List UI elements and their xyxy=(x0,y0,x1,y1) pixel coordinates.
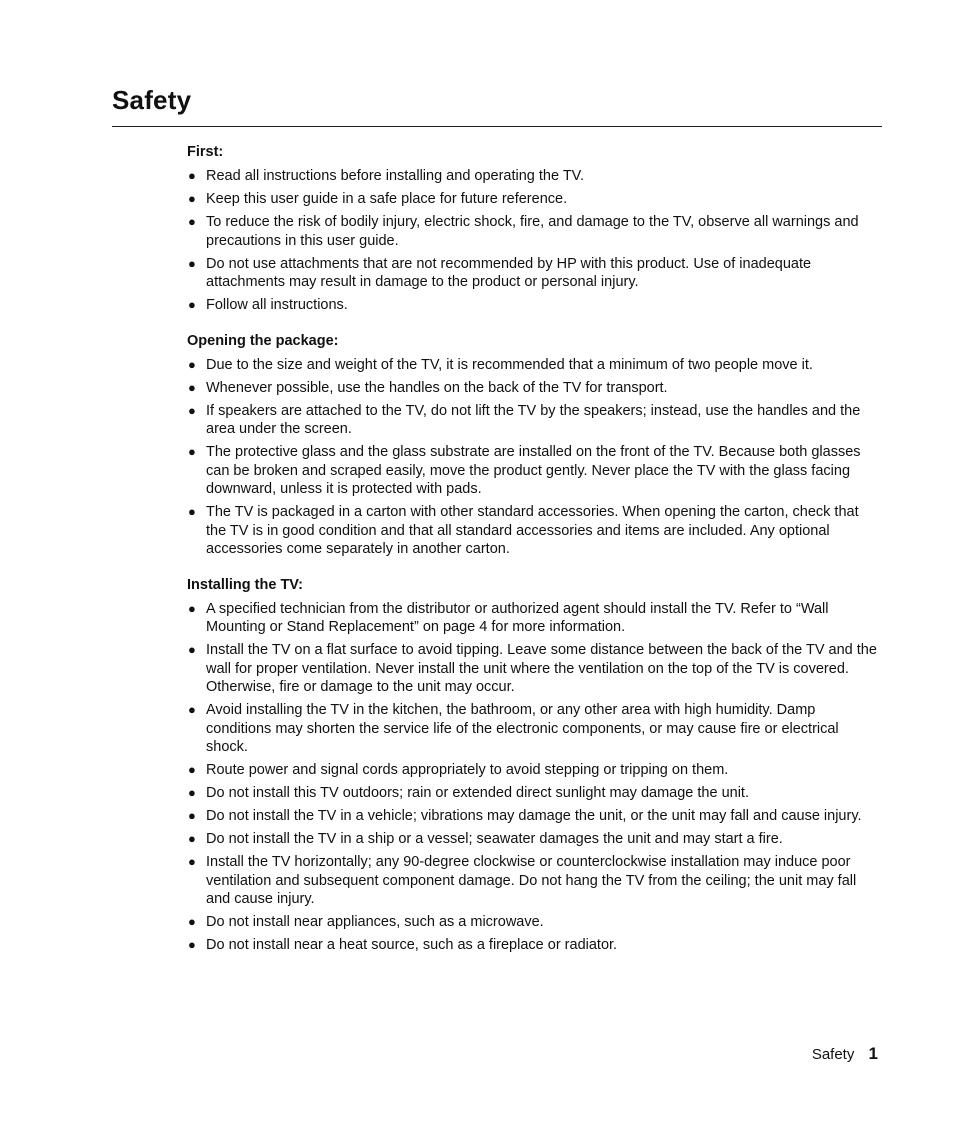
list-item-text: Avoid installing the TV in the kitchen, the bathroom, or any other area with high humidity. Damp conditions may shorten the service life of the electronic components, or may cause fire or electrical shock. xyxy=(206,702,839,755)
list-item xyxy=(187,503,877,559)
list-item-text: Do not install near a heat source, such as a fireplace or radiator. xyxy=(206,937,618,953)
list-item-text: A specified technician from the distributor or authorized agent should install the TV. Refer to “Wall Mounting or Stand Replacement” on page 4 for more information. xyxy=(206,600,829,635)
section-heading: Installing the TV: xyxy=(187,576,304,593)
bullet-icon: ● xyxy=(188,255,196,271)
list-item-text: Do not install the TV in a vehicle; vibrations may damage the unit, or the unit may fall and cause injury. xyxy=(206,808,862,824)
document-body xyxy=(187,143,877,972)
list-item-text: To reduce the risk of bodily injury, electric shock, fire, and damage to the TV, observe all warnings and precautions in this user guide. xyxy=(206,214,859,249)
list-item-text: Install the TV on a flat surface to avoid tipping. Leave some distance between the back of the TV and the wall for proper ventilation. Never install the unit where the ventilation on the top of the TV is covered. Otherwise, fire or damage to the unit may occur. xyxy=(206,642,877,695)
bullet-icon: ● xyxy=(188,356,196,372)
list-item xyxy=(187,600,877,637)
bullet-icon: ● xyxy=(188,937,196,952)
list-item xyxy=(187,356,877,375)
list-item xyxy=(187,167,877,186)
bullet-icon: ● xyxy=(188,444,196,459)
list-item xyxy=(187,853,877,909)
list-item xyxy=(187,761,877,780)
list-item xyxy=(187,936,877,955)
list-item-text: If speakers are attached to the TV, do not lift the TV by the speakers; instead, use the handles and the area under the screen. xyxy=(206,402,861,437)
list-item-text: The protective glass and the glass substrate are installed on the front of the TV. Because both glasses can be broken and scraped easily, move the product gently. Never place the TV with the glass facing downward, unless it is protected with pads. xyxy=(206,444,861,497)
bullet-icon: ● xyxy=(188,402,196,418)
page-title: Safety xyxy=(112,85,192,115)
list-item xyxy=(187,830,877,849)
list-item-text: Follow all instructions. xyxy=(206,297,348,313)
bullet-icon: ● xyxy=(188,379,196,395)
list-item-text: Do not use attachments that are not recommended by HP with this product. Use of inadequate attachments may result in damage to the product or personal injury. xyxy=(206,255,812,290)
list-item xyxy=(187,784,877,803)
page-footer xyxy=(812,1043,878,1066)
title-divider xyxy=(112,126,882,127)
bullet-icon: ● xyxy=(188,831,196,846)
list-item xyxy=(187,379,877,398)
list-item-text: The TV is packaged in a carton with other standard accessories. When opening the carton, check that the TV is in good condition and that all standard accessories and items are included. Any optional accessories come separately in another carton. xyxy=(206,504,859,557)
list-item xyxy=(187,701,877,757)
list-item xyxy=(187,443,877,499)
section-first xyxy=(187,143,877,315)
list-item-text: Keep this user guide in a safe place for future reference. xyxy=(206,191,568,207)
bullet-icon: ● xyxy=(188,214,196,229)
list-item xyxy=(187,402,877,439)
bullet-list xyxy=(187,600,877,955)
bullet-icon: ● xyxy=(188,504,196,519)
list-item-text: Read all instructions before installing and operating the TV. xyxy=(206,168,585,184)
bullet-icon: ● xyxy=(188,600,196,616)
bullet-icon: ● xyxy=(188,642,196,657)
list-item xyxy=(187,641,877,697)
list-item-text: Do not install the TV in a ship or a vessel; seawater damages the unit and may start a fire. xyxy=(206,831,783,847)
bullet-list xyxy=(187,356,877,559)
bullet-icon: ● xyxy=(188,914,196,929)
footer-section-label: Safety xyxy=(811,1046,855,1063)
list-item xyxy=(187,296,877,315)
list-item-text: Do not install this TV outdoors; rain or extended direct sunlight may damage the unit. xyxy=(206,785,749,801)
section-installing-tv xyxy=(187,576,877,955)
list-item-text: Route power and signal cords appropriately to avoid stepping or tripping on them. xyxy=(206,762,729,778)
list-item-text: Install the TV horizontally; any 90-degree clockwise or counterclockwise installation may induce poor ventilation and subsequent component damage. Do not hang the TV from the ceiling; the unit may fall and cause injury. xyxy=(206,854,857,907)
bullet-icon: ● xyxy=(188,785,196,800)
bullet-icon: ● xyxy=(188,297,196,312)
section-heading: First: xyxy=(187,144,224,160)
list-item-text: Whenever possible, use the handles on the back of the TV for transport. xyxy=(206,379,668,396)
section-opening-package xyxy=(187,332,877,559)
bullet-list xyxy=(187,167,877,315)
list-item-text: Due to the size and weight of the TV, it is recommended that a minimum of two people move it. xyxy=(206,356,813,373)
list-item xyxy=(187,213,877,250)
list-item xyxy=(187,190,877,209)
page-number: 1 xyxy=(868,1044,878,1063)
bullet-icon: ● xyxy=(188,702,196,717)
bullet-icon: ● xyxy=(188,808,196,823)
bullet-icon: ● xyxy=(188,168,196,183)
list-item xyxy=(187,807,877,826)
list-item xyxy=(187,255,877,292)
bullet-icon: ● xyxy=(188,854,196,869)
list-item-text: Do not install near appliances, such as a microwave. xyxy=(206,914,544,930)
section-heading: Opening the package: xyxy=(187,332,339,349)
list-item xyxy=(187,913,877,932)
bullet-icon: ● xyxy=(188,762,196,777)
bullet-icon: ● xyxy=(188,191,196,206)
